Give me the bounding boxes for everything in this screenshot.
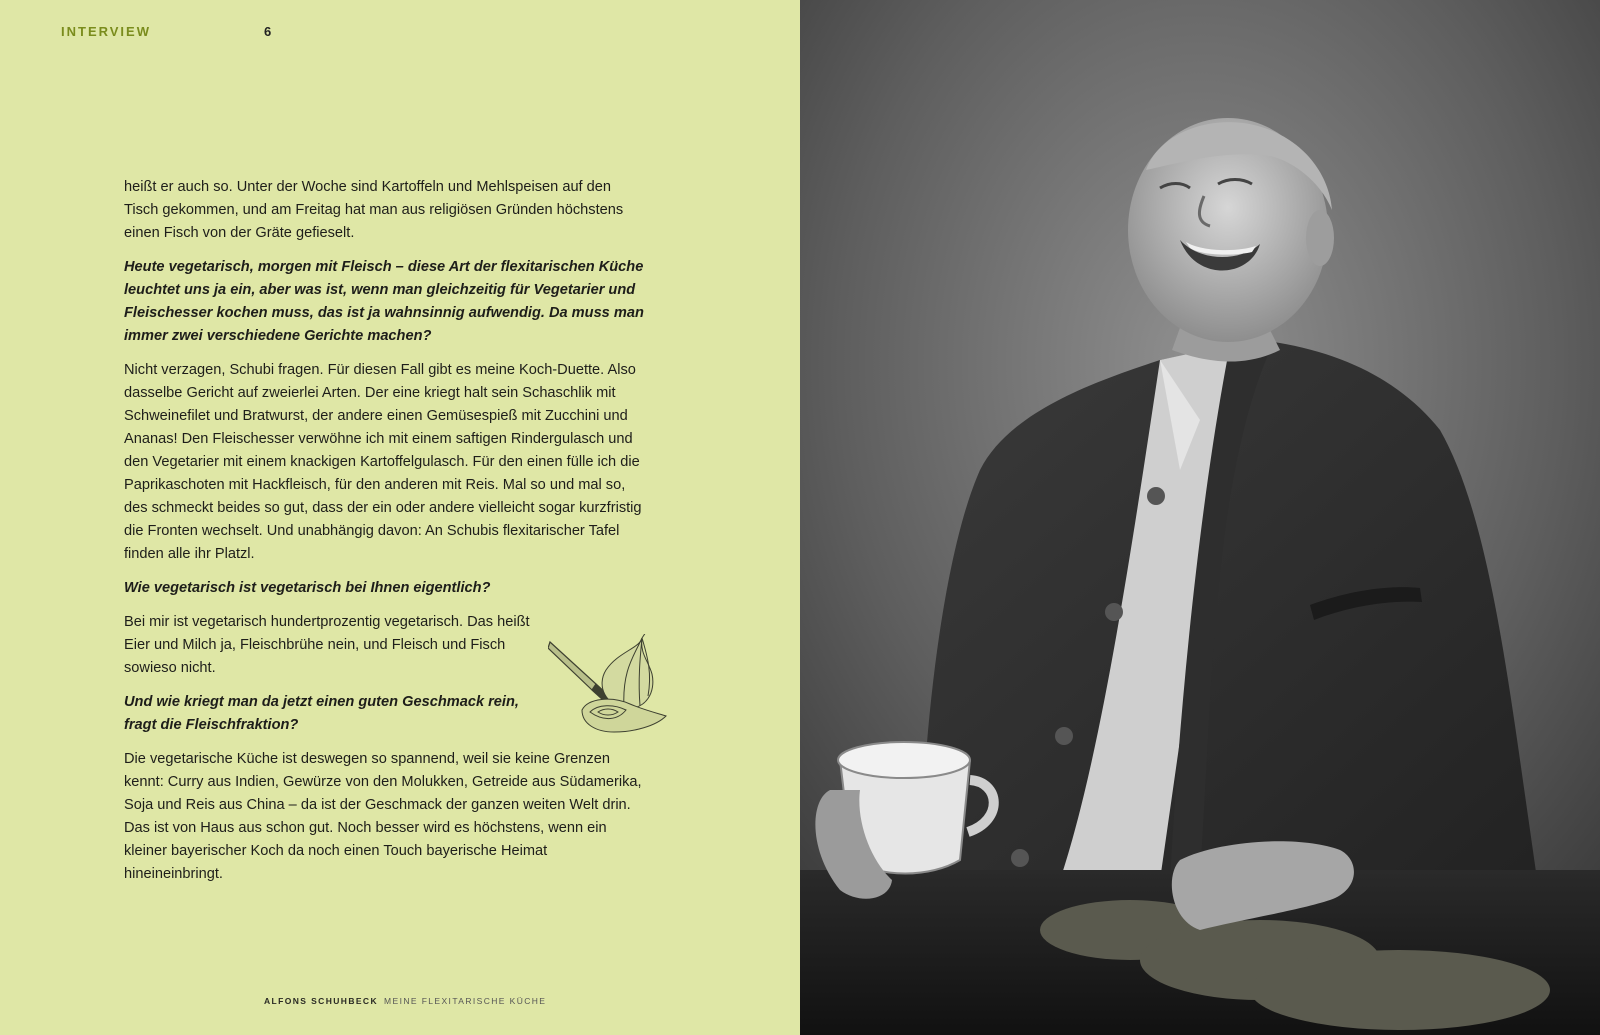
page-number: 6 <box>264 24 272 39</box>
page-header <box>61 24 272 39</box>
interview-text <box>124 176 644 897</box>
page-footer <box>264 996 546 1006</box>
answer-paragraph: Bei mir ist vegetarisch hundertprozentig vegetarisch. Das heißt Eier und Milch ja, Fleischbrühe nein, und Fleisch und Fisch sowieso nicht. <box>124 614 530 676</box>
answer-paragraph: Die vegetarische Küche ist deswegen so spannend, weil sie keine Grenzen kennt: Curry aus Indien, Gewürze von den Molukken, Getreide aus Südamerika, Soja und Reis aus China – da ist der Geschmack der ganzen weiten Welt drin. Das ist von Haus aus schon gut. Noch besser wird es höchstens, wenn ein kleiner bayerischer Koch da noch einen Touch bayerische Heimat hineineinbringt. <box>124 751 642 882</box>
question-paragraph: Und wie kriegt man da jetzt einen guten Geschmack rein, fragt die Fleischfraktion? <box>124 694 519 733</box>
footer-book-title: MEINE FLEXITARISCHE KÜCHE <box>384 996 547 1006</box>
question-paragraph: Wie vegetarisch ist vegetarisch bei Ihnen eigentlich? <box>124 580 491 596</box>
portrait-photo <box>800 0 1600 1035</box>
portrait-illustration <box>800 0 1600 1035</box>
footer-author: ALFONS SCHUHBECK <box>264 996 379 1006</box>
onion-knife-icon <box>548 634 672 742</box>
section-label: INTERVIEW <box>61 24 151 39</box>
answer-paragraph: Nicht verzagen, Schubi fragen. Für diesen Fall gibt es meine Koch-Duette. Also dasselbe Gericht auf zweierlei Arten. Der eine kriegt halt sein Schaschlik mit Schweinefilet und Bratwurst, der andere einen Gemüsespieß mit Zucchini und Ananas! Den Fleischesser verwöhne ich mit einem saftigen Rindergulasch und den Vegetarier mit einem knackigen Kartoffelgulasch. Für den einen fülle ich die Paprikaschoten mit Hackfleisch, für den anderen mit Reis. Mal so und mal so, des schmeckt beides so gut, dass der ein oder andere vielleicht sogar kurzfristig die Fronten wechselt. Und unabhängig davon: An Schubis flexitarischer Tafel finden alle ihr Platzl. <box>124 362 642 562</box>
question-paragraph: Heute vegetarisch, morgen mit Fleisch – diese Art der flexitarischen Küche leuchtet uns ja ein, aber was ist, wenn man gleichzeitig für Vegetarier und Fleischesser kochen muss, das ist ja wahnsinnig aufwendig. Da muss man immer zwei verschiedene Gerichte machen? <box>124 259 644 344</box>
answer-paragraph: heißt er auch so. Unter der Woche sind Kartoffeln und Mehlspeisen auf den Tisch gekommen, und am Freitag hat man aus religiösen Gründen höchstens einen Fisch von der Gräte gefieselt. <box>124 179 624 241</box>
